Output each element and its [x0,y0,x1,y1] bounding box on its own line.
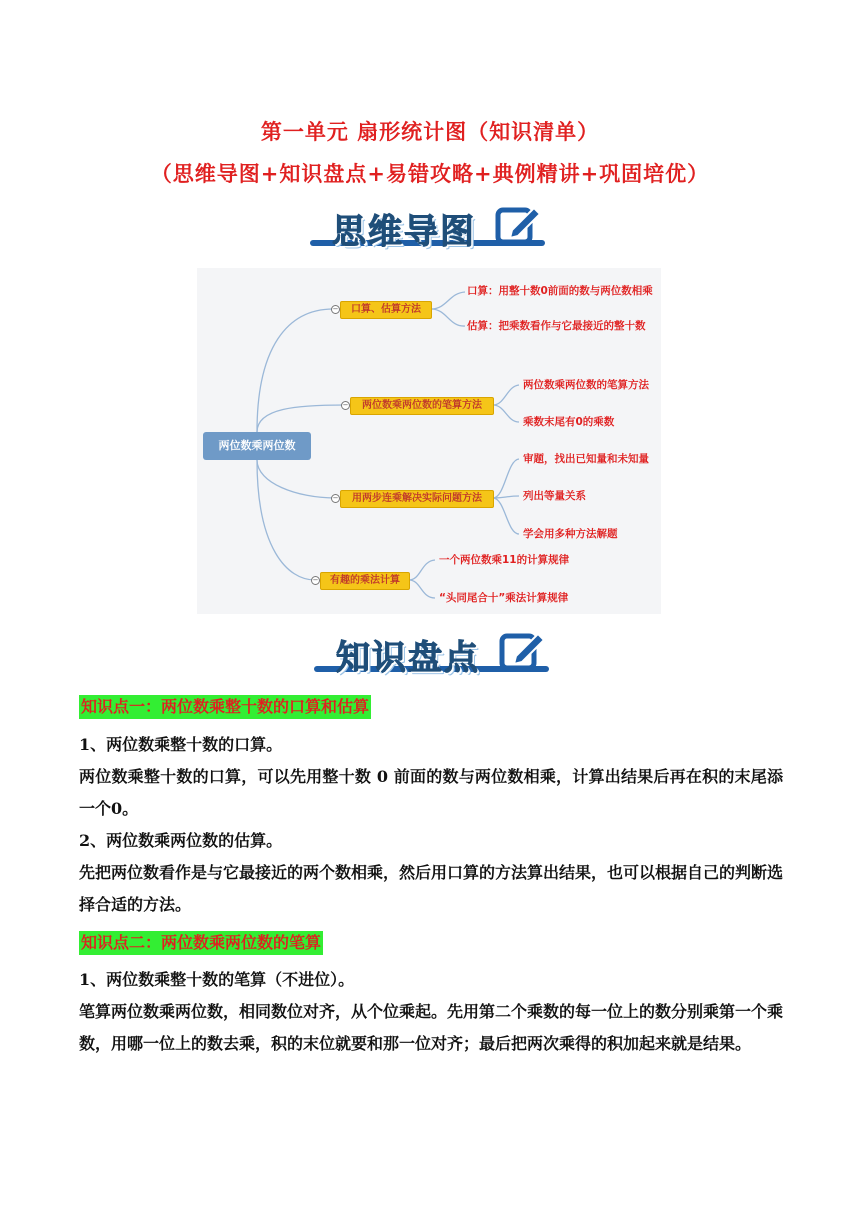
mind-map [197,268,661,614]
edit-icon [494,202,544,248]
collapse-icon: − [332,494,339,502]
mindmap-leaf: 乘数末尾有0的乘数 [523,416,615,428]
mindmap-leaf: 审题，找出已知量和未知量 [523,453,649,465]
collapse-icon: − [342,401,349,409]
document-subtitle: （思维导图+知识盘点+易错攻略+典例精讲+巩固培优） [150,161,710,186]
kp2-section-1-text: 笔算两位数乘两位数，相同数位对齐，从个位乘起。先用第二个乘数的每一位上的数分别乘第一个乘数，用哪一位上的数去乘，积的末位就要和那一位对齐；最后把两次乘得的积加起来就是结果。 [79,1002,784,1053]
kp1-section-2-text: 先把两位数看作是与它最接近的两个数相乘，然后用口算的方法算出结果，也可以根据自己的判断选择合适的方法。 [79,863,784,914]
edit-icon [498,628,548,674]
mindmap-leaf: 学会用多种方法解题 [523,528,618,540]
collapse-icon: − [332,305,339,313]
mindmap-root: 两位数乘两位数 [203,432,311,460]
document-title: 第一单元 扇形统计图（知识清单） [260,119,600,144]
banner-label: 知识盘点 [336,638,480,678]
kp1-section-2-title: 2、两位数乘两位数的估算。 [79,831,283,850]
mindmap-banner [308,200,558,258]
mindmap-leaf: 两位数乘两位数的笔算方法 [523,379,649,391]
mindmap-leaf: 口算：用整十数0前面的数与两位数相乘 [467,285,653,297]
knowledge-point-1-heading: 知识点一：两位数乘整十数的口算和估算 [79,695,371,719]
mindmap-branch-4: 有趣的乘法计算 [320,572,410,590]
banner-label: 思维导图 [332,212,476,252]
kp2-section-1-title: 1、两位数乘整十数的笔算（不进位）。 [79,970,355,989]
knowledge-banner [312,626,562,684]
mindmap-leaf: 估算：把乘数看作与它最接近的整十数 [467,320,646,332]
mindmap-branch-3: 用两步连乘解决实际问题方法 [340,490,494,508]
kp1-section-1-title: 1、两位数乘整十数的口算。 [79,735,283,754]
knowledge-point-2-heading: 知识点二：两位数乘两位数的笔算 [79,931,323,955]
kp1-section-1-text: 两位数乘整十数的口算，可以先用整十数 0 前面的数与两位数相乘，计算出结果后再在积的末尾添一个0。 [79,767,783,818]
mindmap-branch-1: 口算、估算方法 [340,301,432,319]
mindmap-leaf: 列出等量关系 [523,490,586,502]
mindmap-branch-2: 两位数乘两位数的笔算方法 [350,397,494,415]
mindmap-leaf: 一个两位数乘11的计算规律 [439,554,570,566]
collapse-icon: − [312,576,319,584]
mindmap-leaf: “头同尾合十”乘法计算规律 [439,592,569,604]
